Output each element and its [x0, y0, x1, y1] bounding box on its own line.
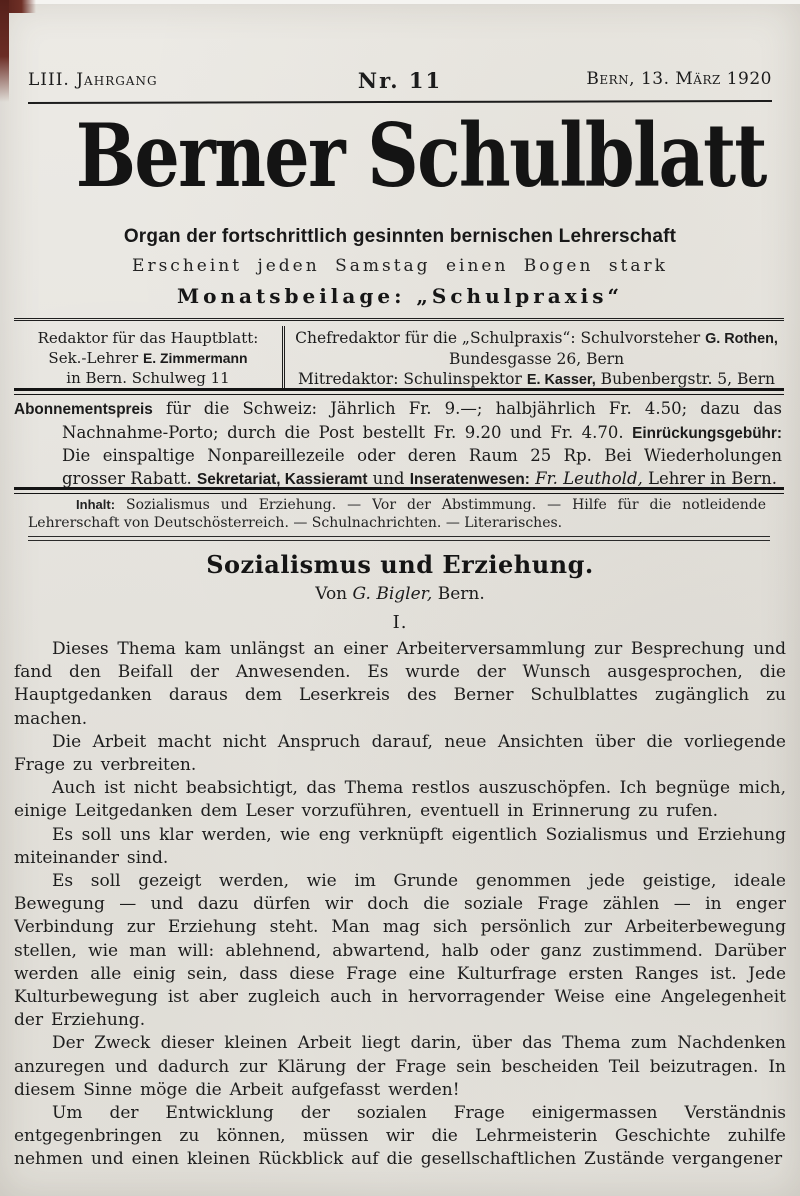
- paragraph: Auch ist nicht beabsichtigt, das Thema restlos auszuschöpfen. Ich begnüge mich, einige Leitgedanken dem Leser vorzuführen, eventuell in Erinnerung zu rufen.: [14, 778, 786, 822]
- editor-co-address: Bubenbergstr. 5, Bern: [595, 370, 775, 388]
- editor-main-line3: in Bern. Schulweg 11: [66, 369, 230, 387]
- editor-chief-role: Chefredaktor für die „Schulpraxis“: Schulvorsteher: [295, 329, 706, 347]
- paragraph: Es soll uns klar werden, wie eng verknüpft eigentlich Sozialismus und Erziehung miteinander sind.: [14, 824, 786, 868]
- editor-co-name: E. Kasser,: [526, 372, 596, 388]
- masthead: [0, 104, 800, 207]
- contents-label: Inhalt:: [76, 497, 116, 512]
- treasurer-title: Lehrer in Bern.: [642, 468, 777, 488]
- scan-edge-top: [0, 0, 800, 4]
- subscription-info: [14, 398, 782, 491]
- table-of-contents: [28, 496, 766, 532]
- issue-header: [28, 68, 772, 94]
- paragraph: Die Arbeit macht nicht Anspruch darauf, neue Ansichten über die vorliegende Frage zu verbreiten.: [14, 731, 786, 776]
- advertising-label: Inseratenwesen:: [409, 470, 530, 488]
- article-byline: [0, 584, 800, 604]
- editor-chief-line: [293, 328, 780, 349]
- editor-co-line: [293, 369, 780, 390]
- contents-bottom-rule: [28, 536, 770, 541]
- supplement-line: Monatsbeilage: „Schulpraxis“: [177, 284, 623, 308]
- scan-corner-mark-vertical: [0, 0, 9, 102]
- editor-main-column: [14, 326, 282, 390]
- article-body: [14, 638, 786, 1186]
- author-name: G. Bigler,: [352, 584, 433, 604]
- editor-main-role: Sek.-Lehrer: [48, 349, 143, 367]
- insertion-fee-label: Einrückungsgebühr:: [632, 424, 782, 442]
- paragraph: Der Zweck dieser kleinen Arbeit liegt darin, über das Thema zum Nachdenken anzuregen und dadurch zur Klärung der Frage sein bescheiden Teil beizutragen. In diesem Sinne möge die Arbeit aufgefasst werden!: [14, 1033, 786, 1100]
- paragraph: Es soll gezeigt werden, wie im Grunde genommen jede geistige, ideale Bewegung — und dazu dürfen wir doch die soziale Frage zählen — in enger Verbindung zur Erziehung steht. Man mag sich persönlich zur Arbeiterbewegung stellen, wie man will: ablehnend, abwartend, halb oder ganz zustimmend. Darüber werden alle einig sein, dass diese Frage eine Kulturfrage ersten Ranges ist. Jede Kulturbewegung ist aber zugleich auch in hervorragender Weise eine Angelegenheit der Erziehung.: [14, 871, 786, 1031]
- editor-main-line2: [14, 348, 282, 368]
- article-title: Sozialismus und Erziehung.: [206, 550, 594, 579]
- issue-date: Bern, 13. März 1920: [586, 69, 772, 89]
- paragraph: Dieses Thema kam unlängst an einer Arbeiterversammlung zur Besprechung und fand den Beifall der Anwesenden. Es wurde der Wunsch ausgesprochen, die Hauptgedanken daraus dem Leserkreis des Berner Schulblattes zugänglich zu machen.: [14, 639, 786, 729]
- editor-co-role: Mitredaktor: Schulinspektor: [298, 370, 527, 388]
- subscription-price-label: Abonnementspreis: [14, 401, 153, 418]
- editor-chief-address: Bundesgasse 26, Bern: [448, 350, 625, 368]
- byline-prefix: Von: [315, 584, 353, 604]
- volume-label: LIII. Jahrgang: [28, 70, 158, 90]
- subscription-price-text: für die Schweiz: Jährlich Fr. 9.—; halbjährlich Fr. 4.50; dazu das Nachnahme-Porto; durch die Post bestellt Fr. 9.20 und Fr. 4.70.: [62, 399, 782, 442]
- issue-number: Nr. 11: [357, 68, 443, 93]
- newspaper-title: Berner Schulblatt: [75, 104, 766, 207]
- contents-list: Sozialismus und Erziehung. — Vor der Abstimmung. — Hilfe für die notleidende Lehrerschaft von Deutschösterreich. — Schulnachrichten. — Literarisches.: [28, 497, 766, 531]
- paragraph: Um der Entwicklung der sozialen Frage einigermassen Verständnis entgegenbringen zu können, müssen wir die Lehrmeisterin Geschichte zuhilfe nehmen und einen kleinen Rückblick auf die gesellschaftlichen Zustände vergangener: [14, 1103, 786, 1170]
- editor-main-line1: Redaktor für das Hauptblatt:: [37, 329, 259, 347]
- insertion-fee-text: Die einspaltige Nonpareillezeile oder deren Raum 25 Rp. Bei Wiederholungen grosser Rabatt.: [62, 446, 782, 488]
- subscription-bottom-rule: [14, 487, 784, 494]
- editor-chief-name: G. Rothen,: [705, 331, 778, 347]
- treasurer-name: Fr. Leuthold,: [535, 468, 643, 488]
- publication-schedule: Erscheint jeden Samstag einen Bogen stark: [132, 256, 668, 276]
- editor-schulpraxis-column: [282, 326, 784, 390]
- byline-suffix: Bern.: [432, 584, 485, 604]
- masthead-subtitle: Organ der fortschrittlich gesinnten bernischen Lehrerschaft: [123, 226, 677, 247]
- secretariat-label: Sekretariat, Kassieramt: [197, 470, 368, 488]
- connector-text: und: [367, 468, 410, 488]
- section-numeral: I.: [392, 612, 408, 633]
- editors-box: [14, 318, 784, 396]
- editors-bottom-rule: [14, 388, 784, 395]
- editor-main-name: E. Zimmermann: [143, 350, 248, 366]
